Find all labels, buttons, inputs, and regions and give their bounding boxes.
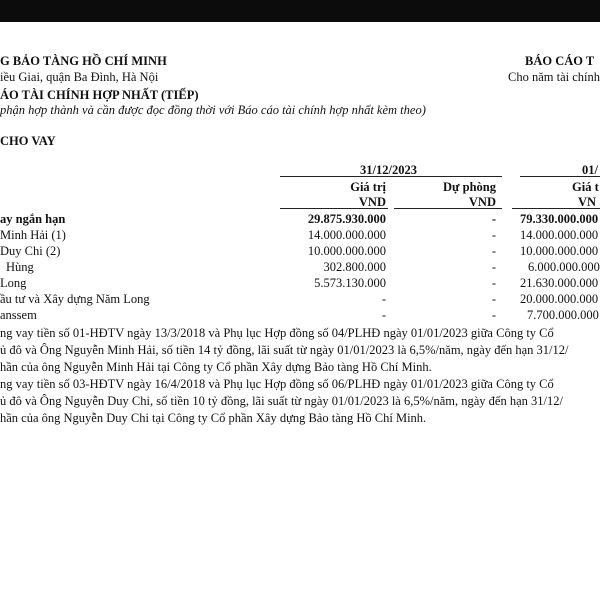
table-row-prev-value: 6.000.000.000 xyxy=(528,260,600,274)
table-row-provision: - xyxy=(491,260,496,274)
section-note: phận hợp thành và cần được đọc đồng thời với Báo cáo tài chính hợp nhất kèm theo) xyxy=(0,103,426,117)
note-line: hần của ông Nguyễn Duy Chi tại Công ty Cổ phần Xây dựng Bảo tàng Hồ Chí Minh. xyxy=(0,411,427,425)
table-row-prev-value: 10.000.000.000 xyxy=(520,244,599,258)
column-provision-unit: VND xyxy=(468,195,496,209)
table-row-label: Duy Chi (2) xyxy=(0,244,61,258)
table-row-label: ay ngắn hạn xyxy=(0,212,66,226)
table-row-prev-value: 20.000.000.000 xyxy=(520,292,599,306)
table-row-provision: - xyxy=(491,276,496,290)
table-row-value: 5.573.130.000 xyxy=(314,276,386,290)
table-row-provision: - xyxy=(491,308,496,322)
header-rule-2 xyxy=(520,176,600,177)
table-row-provision: - xyxy=(491,292,496,306)
column-prev-value-label: Giá t xyxy=(572,180,599,194)
column-value-unit: VND xyxy=(358,195,386,209)
table-row-prev-value: 7.700.000.000 xyxy=(527,308,599,322)
header-bottom-rule-2 xyxy=(394,208,502,209)
table-row-value: - xyxy=(381,292,386,306)
table-row-label: Long xyxy=(0,276,27,290)
header-bottom-rule-1 xyxy=(280,208,388,209)
table-row-value: 14.000.000.000 xyxy=(307,228,386,242)
note-line: ủ đô và Ông Nguyễn Minh Hải, số tiền 14 tỷ đồng, lãi suất từ ngày 01/01/2023 là 6,5%/năm, ngày đến hạn 31/12/ xyxy=(0,343,569,357)
report-period: Cho năm tài chính xyxy=(508,70,600,84)
table-row-label: anssem xyxy=(0,308,37,322)
loans-subheading: CHO VAY xyxy=(0,134,56,148)
date-column-1: 31/12/2023 xyxy=(360,163,417,177)
table-row-value: - xyxy=(381,308,386,322)
page-top-edge xyxy=(0,0,600,22)
header-rule-1 xyxy=(280,176,502,177)
table-row-provision: - xyxy=(491,228,496,242)
report-title: BÁO CÁO T xyxy=(525,54,595,68)
column-prev-value-unit: VN xyxy=(578,195,597,209)
company-name: G BẢO TÀNG HỒ CHÍ MINH xyxy=(0,54,167,68)
table-row-label: ầu tư và Xây dựng Năm Long xyxy=(0,292,150,306)
table-row-prev-value: 21.630.000.000 xyxy=(520,276,599,290)
table-row-provision: - xyxy=(491,244,496,258)
table-row-prev-value: 79.330.000.000 xyxy=(520,212,599,226)
column-value-label: Giá trị xyxy=(350,180,386,194)
date-column-2: 01/ xyxy=(582,163,598,177)
table-row-value: 29.875.930.000 xyxy=(307,212,386,226)
note-line: ng vay tiền số 01-HĐTV ngày 13/3/2018 và Phụ lục Hợp đồng số 04/PLHĐ ngày 01/01/2023 giữa Công ty Cổ xyxy=(0,326,554,340)
header-bottom-rule-3 xyxy=(512,208,600,209)
note-line: ng vay tiền số 03-HĐTV ngày 16/4/2018 và Phụ lục Hợp đồng số 06/PLHĐ ngày 01/01/2023 giữa Công ty Cổ xyxy=(0,377,554,391)
table-row-provision: - xyxy=(491,212,496,226)
note-line: ủ đô và Ông Nguyễn Duy Chi, số tiền 10 tỷ đồng, lãi suất từ ngày 01/01/2023 là 6,5%/năm, ngày đến hạn 31/12/ xyxy=(0,394,563,408)
table-row-value: 10.000.000.000 xyxy=(307,244,386,258)
company-address: iều Giai, quận Ba Đình, Hà Nội xyxy=(0,70,159,84)
section-heading: ÁO TÀI CHÍNH HỢP NHẤT (TIẾP) xyxy=(0,88,199,102)
table-row-label: Hùng xyxy=(6,260,34,274)
column-provision-label: Dự phòng xyxy=(442,180,496,194)
table-row-prev-value: 14.000.000.000 xyxy=(520,228,599,242)
table-row-value: 302.800.000 xyxy=(323,260,386,274)
table-row-label: Minh Hải (1) xyxy=(0,228,66,242)
note-line: hần của ông Nguyễn Minh Hải tại Công ty Cổ phần Xây dựng Bảo tàng Hồ Chí Minh. xyxy=(0,360,432,374)
